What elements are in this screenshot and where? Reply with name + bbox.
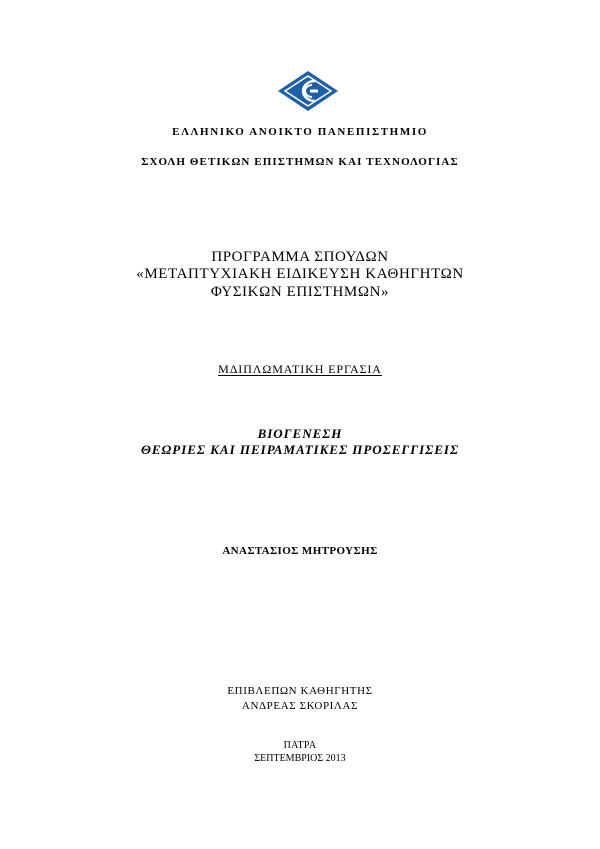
thesis-title-line-2: ΘΕΩΡΙΕΣ ΚΑΙ ΠΕΙΡΑΜΑΤΙΚΕΣ ΠΡΟΣΕΓΓΙΣΕΙΣ <box>140 442 460 457</box>
school-name: ΣΧΟΛΗ ΘΕΤΙΚΩΝ ΕΠΙΣΤΗΜΩΝ ΚΑΙ ΤΕΧΝΟΛΟΓΙΑΣ <box>141 156 459 168</box>
university-name: ΕΛΛΗΝΙΚΟ ΑΝΟΙΚΤΟ ΠΑΝΕΠΙΣΤΗΜΙΟ <box>172 126 428 138</box>
date: ΣΕΠΤΕΜΒΡΙΟΣ 2013 <box>254 753 346 764</box>
program-line-1: ΠΡΟΓΡΑΜΜΑ ΣΠΟΥΔΩΝ <box>211 249 389 265</box>
program-line-3: ΦΥΣΙΚΩΝ ΕΠΙΣΤΗΜΩΝ» <box>210 284 390 300</box>
thesis-type: ΜΔΙΠΛΩΜΑΤΙΚΗ ΕΡΓΑΣΙΑ <box>218 362 382 376</box>
supervisor-label: ΕΠΙΒΛΕΠΩΝ ΚΑΘΗΓΗΤΗΣ <box>227 685 373 697</box>
city: ΠΑΤΡΑ <box>283 740 317 751</box>
program-line-2: «ΜΕΤΑΠΤΥΧΙΑΚΗ ΕΙΔΙΚΕΥΣΗ ΚΑΘΗΓΗΤΩΝ <box>136 266 464 282</box>
author-name: ΑΝΑΣΤΑΣΙΟΣ ΜΗΤΡΟΥΣΗΣ <box>222 545 378 557</box>
supervisor-name: ΑΝΔΡΕΑΣ ΣΚΟΡΙΛΑΣ <box>241 700 359 712</box>
university-logo-icon <box>277 70 339 112</box>
thesis-title-line-1: ΒΙΟΓΕΝΕΣΗ <box>257 426 343 441</box>
